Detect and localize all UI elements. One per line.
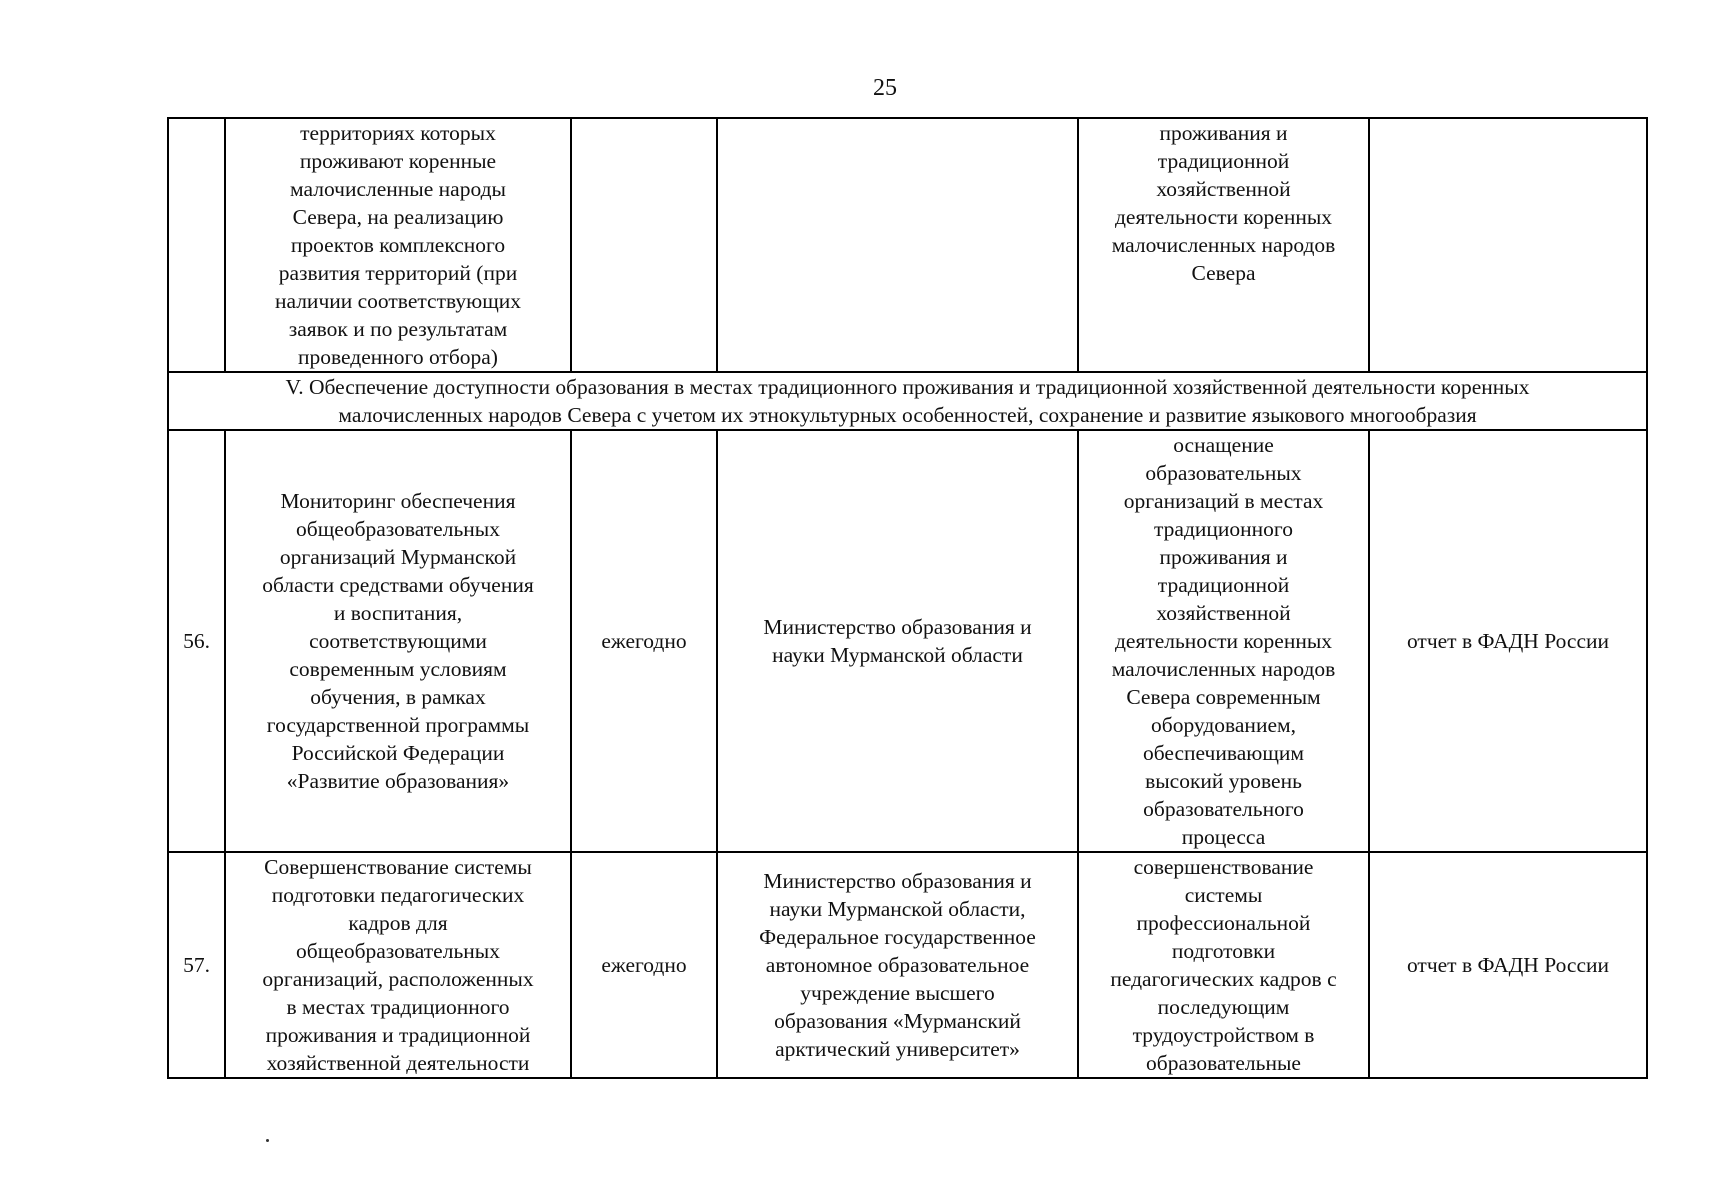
result-line: проживания и — [1159, 545, 1288, 569]
measure-line: общеобразовательных — [296, 517, 500, 541]
section-heading-cell — [168, 372, 1647, 430]
table-row-continued — [168, 118, 1647, 372]
result-line: обеспечивающим — [1143, 741, 1304, 765]
result-line: Севера современным — [1126, 685, 1321, 709]
table-row-57 — [168, 852, 1647, 1078]
result-line: Севера — [1191, 261, 1256, 285]
result-cell — [1078, 430, 1369, 852]
result-line: хозяйственной — [1156, 177, 1291, 201]
measure-line: организаций, расположенных — [262, 967, 534, 991]
measure-line: области средствами обучения — [262, 573, 534, 597]
result-cell — [1078, 852, 1369, 1078]
measure-cell — [225, 118, 571, 372]
measure-line: наличии соответствующих — [274, 289, 522, 313]
section-heading-line: малочисленных народов Севера с учетом их этнокультурных особенностей, сохранение и развитие языкового многообразия — [338, 403, 1477, 427]
executors-line: образования «Мурманский — [774, 1009, 1021, 1033]
result-line: малочисленных народов — [1111, 657, 1336, 681]
measure-line: подготовки педагогических — [271, 883, 525, 907]
executors-line: Министерство образования и — [763, 615, 1032, 639]
result-line: трудоустройством в — [1132, 1023, 1315, 1047]
measure-line: проживают коренные — [299, 149, 497, 173]
measure-line: хозяйственной деятельности — [266, 1051, 530, 1075]
row-number-cell: 57. — [168, 852, 225, 1078]
measure-cell — [225, 852, 571, 1078]
measure-line: современным условиям — [289, 657, 507, 681]
report-cell: отчет в ФАДН России — [1369, 852, 1647, 1078]
measure-line: проектов комплексного — [290, 233, 506, 257]
measure-line: проведенного отбора) — [298, 345, 498, 369]
measure-line: обучения, в рамках — [310, 685, 486, 709]
term-cell — [571, 118, 717, 372]
measure-line: Совершенствование системы — [264, 855, 532, 879]
result-line: образовательного — [1143, 797, 1304, 821]
result-line: традиционной — [1157, 573, 1290, 597]
result-line: проживания и — [1159, 121, 1288, 145]
result-line: оборудованием, — [1151, 713, 1296, 737]
measure-line: Российской Федерации — [291, 741, 505, 765]
measure-line: кадров для — [348, 911, 448, 935]
measure-line: малочисленные народы — [290, 177, 506, 201]
result-cell — [1078, 118, 1369, 372]
result-line: системы — [1184, 883, 1263, 907]
executors-line: науки Мурманской области — [772, 643, 1023, 667]
executors-line: Министерство образования и — [763, 869, 1032, 893]
result-line: последующим — [1157, 995, 1290, 1019]
result-line: профессиональной — [1136, 911, 1311, 935]
result-line: совершенствование — [1133, 855, 1314, 879]
result-line: организаций в местах — [1123, 489, 1324, 513]
result-line: хозяйственной — [1156, 601, 1291, 625]
result-line: педагогических кадров с — [1110, 967, 1337, 991]
measure-line: государственной программы — [266, 713, 530, 737]
measure-line: развития территорий (при — [278, 261, 518, 285]
scan-speck — [266, 1139, 269, 1142]
result-line: традиционной — [1157, 149, 1290, 173]
measure-line: организаций Мурманской — [279, 545, 517, 569]
measure-line: территориях которых — [300, 121, 496, 145]
report-cell: отчет в ФАДН России — [1369, 430, 1647, 852]
executors-cell — [717, 118, 1078, 372]
row-number-cell — [168, 118, 225, 372]
result-line: малочисленных народов — [1111, 233, 1336, 257]
executors-cell — [717, 430, 1078, 852]
table-row-56 — [168, 430, 1647, 852]
executors-line: науки Мурманской области, — [769, 897, 1026, 921]
measure-line: заявок и по результатам — [288, 317, 508, 341]
executors-line: арктический университет» — [775, 1037, 1020, 1061]
section-row — [168, 372, 1647, 430]
result-line: традиционного — [1154, 517, 1293, 541]
result-line: процесса — [1181, 825, 1266, 849]
result-line: оснащение — [1173, 433, 1274, 457]
measure-line: проживания и традиционной — [265, 1023, 531, 1047]
measure-line: соответствующими — [309, 629, 487, 653]
result-line: деятельности коренных — [1114, 205, 1333, 229]
measure-line: и воспитания, — [333, 601, 463, 625]
executors-line: учреждение высшего — [800, 981, 995, 1005]
measure-cell — [225, 430, 571, 852]
result-line: подготовки — [1171, 939, 1276, 963]
term-cell: ежегодно — [571, 430, 717, 852]
section-heading-line: V. Обеспечение доступности образования в местах традиционного проживания и традиционной хозяйственной деятельности коренных — [285, 375, 1530, 399]
page-number: 25 — [873, 75, 897, 101]
result-line: деятельности коренных — [1114, 629, 1333, 653]
result-line: образовательные — [1146, 1051, 1301, 1075]
result-line: образовательных — [1145, 461, 1302, 485]
term-cell: ежегодно — [571, 852, 717, 1078]
measure-line: Севера, на реализацию — [292, 205, 504, 229]
executors-line: автономное образовательное — [765, 953, 1030, 977]
measure-line: «Развитие образования» — [286, 769, 510, 793]
measure-line: в местах традиционного — [286, 995, 510, 1019]
report-cell — [1369, 118, 1647, 372]
measure-line: Мониторинг обеспечения — [280, 489, 516, 513]
executors-cell — [717, 852, 1078, 1078]
measure-line: общеобразовательных — [296, 939, 500, 963]
measures-table — [167, 117, 1648, 1079]
row-number-cell: 56. — [168, 430, 225, 852]
result-line: высокий уровень — [1145, 769, 1302, 793]
executors-line: Федеральное государственное — [759, 925, 1036, 949]
